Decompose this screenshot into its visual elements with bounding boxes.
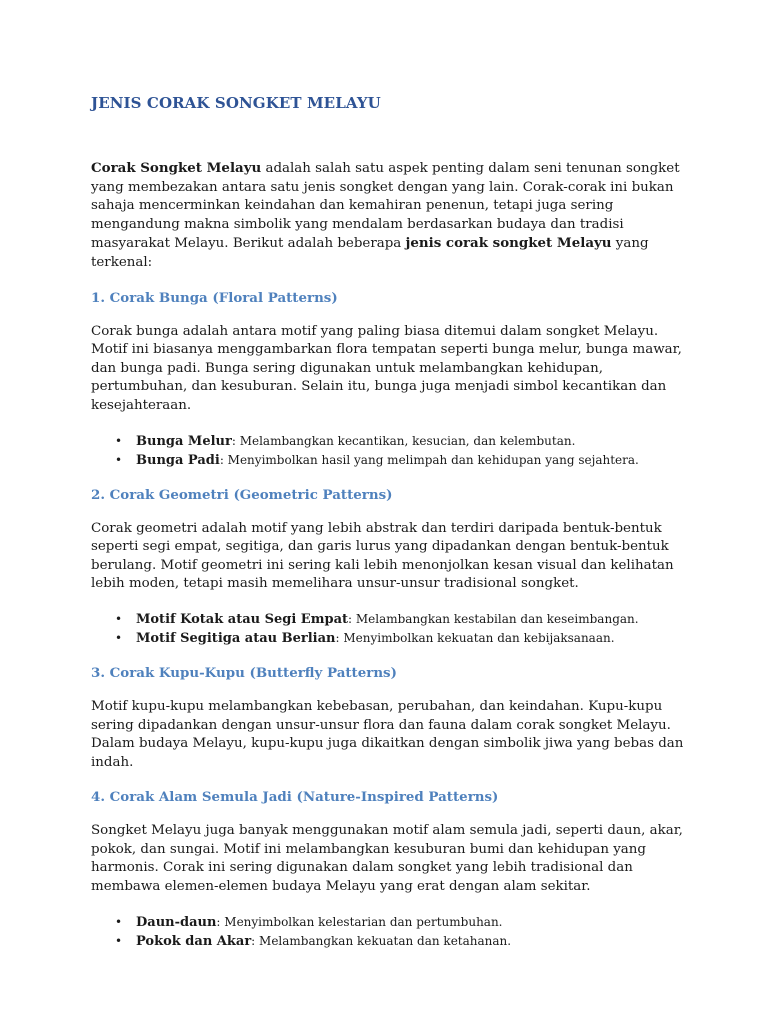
intro-text: adalah salah satu aspek penting dalam seni tenunan songket yang membezakan antara satu jenis songket dengan yang lain. Corak-corak ini bukan sahaja mencerminkan keindahan dan kemahiran penenun, tetapi juga sering mengandung makna simbolik yang mendalam berdasarkan budaya dan tradisi masyarakat Melayu. Berikut adalah beberapa bbox=[91, 161, 680, 252]
list-item-desc: : Menyimbolkan hasil yang melimpah dan kehidupan yang sejahtera. bbox=[219, 452, 639, 467]
bullet-icon: • bbox=[115, 630, 123, 645]
bullet-icon: • bbox=[115, 611, 123, 626]
list-item-desc: : Melambangkan kekuatan dan ketahanan. bbox=[251, 933, 512, 948]
bullet-icon: • bbox=[115, 933, 123, 948]
list-item-desc: : Menyimbolkan kekuatan dan kebijaksanaan. bbox=[335, 630, 615, 645]
list-item-term: Pokok dan Akar bbox=[136, 933, 252, 949]
section-heading-butterfly: 3. Corak Kupu-Kupu (Butterfly Patterns) bbox=[91, 664, 397, 681]
list-item-desc: : Melambangkan kestabilan dan keseimbangan. bbox=[348, 611, 639, 626]
list-item-term: Motif Kotak atau Segi Empat bbox=[136, 611, 348, 627]
document-title: JENIS CORAK SONGKET MELAYU bbox=[91, 94, 381, 112]
list-item-term: Bunga Melur bbox=[136, 433, 232, 449]
list-item-term: Motif Segitiga atau Berlian bbox=[136, 630, 336, 646]
list-item-desc: : Menyimbolkan kelestarian dan pertumbuhan. bbox=[216, 914, 503, 929]
section-paragraph-geometric: Corak geometri adalah motif yang lebih abstrak dan terdiri daripada bentuk-bentuk seperti segi empat, segitiga, dan garis lurus yang dipadankan dengan bentuk-bentuk berulang. Motif geometri ini sering kali lebih menonjolkan kesan visual dan kelihatan lebih moden, tetapi masih memelihara unsur-unsur tradisional songket. bbox=[91, 520, 674, 592]
list-item bbox=[91, 932, 688, 951]
bullet-list-nature bbox=[91, 913, 688, 951]
list-item bbox=[91, 913, 688, 932]
list-item bbox=[91, 629, 688, 648]
section-heading-nature: 4. Corak Alam Semula Jadi (Nature-Inspired Patterns) bbox=[91, 789, 499, 806]
list-item-term: Daun-daun bbox=[136, 914, 217, 930]
intro-bold-phrase: jenis corak songket Melayu bbox=[405, 235, 612, 252]
list-item-desc: : Melambangkan kecantikan, kesucian, dan kelembutan. bbox=[231, 433, 576, 448]
section-paragraph-nature: Songket Melayu juga banyak menggunakan motif alam semula jadi, seperti daun, akar, pokok, dan sungai. Motif ini melambangkan kesuburan bumi dan kehidupan yang harmonis. Corak ini sering digunakan dalam songket yang lebih tradisional dan membawa elemen-elemen budaya Melayu yang erat dengan alam sekitar. bbox=[91, 823, 683, 895]
intro-text-end: yang terkenal: bbox=[91, 236, 649, 270]
bullet-icon: • bbox=[115, 452, 123, 467]
list-item bbox=[91, 432, 688, 451]
list-item-term: Bunga Padi bbox=[136, 452, 220, 468]
bullet-list-geometric bbox=[91, 610, 688, 648]
list-item bbox=[91, 451, 688, 470]
bullet-icon: • bbox=[115, 433, 123, 448]
section-heading-geometric: 2. Corak Geometri (Geometric Patterns) bbox=[91, 486, 393, 503]
list-item bbox=[91, 610, 688, 629]
intro-paragraph bbox=[91, 159, 688, 273]
section-paragraph-floral: Corak bunga adalah antara motif yang paling biasa ditemui dalam songket Melayu. Motif ini biasanya menggambarkan flora tempatan seperti bunga melur, bunga mawar, dan bunga padi. Bunga sering digunakan untuk melambangkan kehidupan, pertumbuhan, dan kesuburan. Selain itu, bunga juga menjadi simbol kecantikan dan kesejahteraan. bbox=[91, 323, 682, 413]
section-paragraph-butterfly: Motif kupu-kupu melambangkan kebebasan, perubahan, dan keindahan. Kupu-kupu sering dipadankan dengan unsur-unsur flora dan fauna dalam corak songket Melayu. Dalam budaya Melayu, kupu-kupu juga dikaitkan dengan simbolik jiwa yang bebas dan indah. bbox=[91, 698, 684, 770]
intro-bold-term: Corak Songket Melayu bbox=[91, 160, 262, 176]
bullet-list-floral bbox=[91, 432, 688, 470]
bullet-icon: • bbox=[115, 914, 123, 929]
section-heading-floral: 1. Corak Bunga (Floral Patterns) bbox=[91, 289, 338, 306]
